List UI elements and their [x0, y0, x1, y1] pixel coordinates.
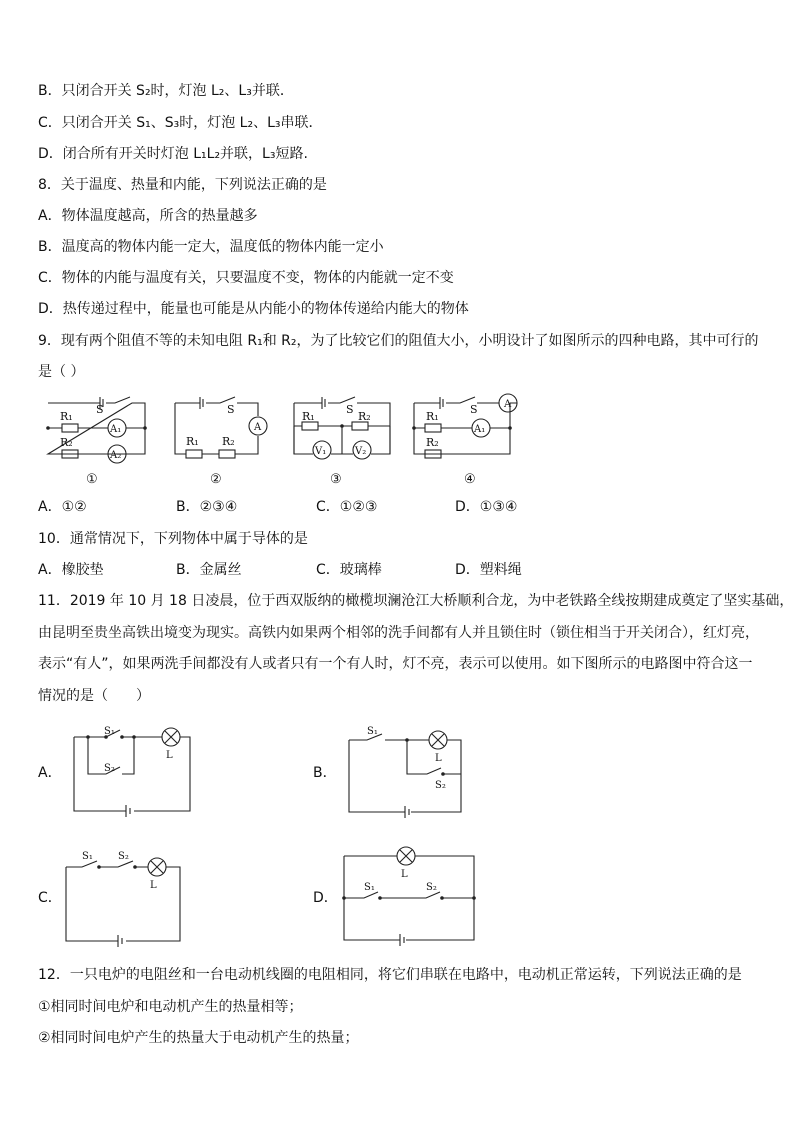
- q9-fig1-r1-label: R₁: [60, 410, 73, 423]
- q9-fig4-a-label: A: [504, 399, 512, 410]
- q7-option-b: B．只闭合开关 S₂时，灯泡 L₂、L₃并联．: [38, 83, 294, 99]
- q11-stem-line2: 由昆明至贵坐高铁出境变为现实。高铁内如果两个相邻的洗手间都有人并且锁住时（锁住相当于开关闭合），红灯亮，: [38, 625, 759, 641]
- q11-stem-line3: 表示“有人”，如果两洗手间都没有人或者只有一个有人时，灯不亮，表示可以使用。如下图所示的电路图中符合这一: [38, 656, 753, 672]
- q11c-s1-label: S₁: [82, 851, 93, 862]
- q12-stem: 12．一只电炉的电阻丝和一台电动机线圈的电阻相同，将它们串联在电路中，电动机正常运转，下列说法正确的是: [38, 967, 742, 983]
- q9-fig1-r2-label: R₂: [60, 436, 73, 449]
- q11c-l-label: L: [150, 880, 157, 891]
- q11b-l-label: L: [435, 753, 442, 764]
- q11d-s1-label: S₁: [364, 882, 375, 893]
- q9-stem-line2: 是（ ）: [38, 364, 85, 380]
- q10-option-a: A．橡胶垫: [38, 562, 104, 578]
- q11b-s1-label: S₁: [367, 726, 378, 737]
- q9-option-a: A．①②: [38, 499, 87, 515]
- q11-stem-line4: 情况的是（ ）: [38, 688, 150, 704]
- q9-fig1-number: ①: [86, 472, 98, 487]
- q12-statement-1: ①相同时间电炉和电动机产生的热量相等；: [38, 999, 303, 1015]
- q8-option-d: D．热传递过程中，能量也可能是从内能小的物体传递给内能大的物体: [38, 301, 469, 317]
- q9-fig4-a1-label: A₁: [474, 424, 486, 435]
- q11c-s2-label: S₂: [118, 851, 129, 862]
- q10-stem: 10．通常情况下，下列物体中属于导体的是: [38, 531, 308, 547]
- q9-fig3-v1-label: V₁: [315, 446, 327, 457]
- q9-stem-line1: 9．现有两个阻值不等的未知电阻 R₁和 R₂，为了比较它们的阻值大小，小明设计了如图所示的四种电路，其中可行的: [38, 333, 759, 349]
- q7-option-d: D．闭合所有开关时灯泡 L₁L₂并联，L₃短路.: [38, 146, 308, 162]
- q11b-s2-label: S₂: [435, 780, 446, 791]
- q9-fig3-r2-label: R₂: [358, 410, 371, 423]
- q8-option-c: C．物体的内能与温度有关，只要温度不变，物体的内能就一定不变: [38, 270, 454, 286]
- q9-circuit-diagrams: [40, 390, 540, 490]
- q9-fig2-a-label: A: [254, 422, 262, 433]
- q12-statement-2: ②相同时间电炉产生的热量大于电动机产生的热量；: [38, 1030, 359, 1046]
- q11-circuit-b: [345, 722, 475, 827]
- q11a-s1-label: S₁: [104, 726, 115, 737]
- q11-circuit-a: [70, 725, 200, 820]
- q9-circuit-1: [46, 397, 147, 487]
- q9-fig4-number: ④: [464, 472, 476, 487]
- q11-option-c-label: C．: [38, 890, 62, 906]
- q9-fig4-r1-label: R₁: [426, 410, 439, 423]
- q11a-l-label: L: [166, 750, 173, 761]
- q11-option-a-label: A．: [38, 765, 62, 781]
- q11-circuit-d: [340, 842, 480, 947]
- q9-circuit-4: [412, 394, 517, 487]
- q10-option-b: B．金属丝: [176, 562, 242, 578]
- q9-fig1-s-label: S: [96, 403, 104, 416]
- q9-option-b: B．②③④: [176, 499, 238, 515]
- q9-fig3-r1-label: R₁: [302, 410, 315, 423]
- q9-fig2-number: ②: [210, 472, 222, 487]
- q11d-l-label: L: [401, 869, 408, 880]
- q9-fig2-r1-label: R₁: [186, 435, 199, 448]
- q7-option-c: C．只闭合开关 S₁、S₃时，灯泡 L₂、L₃串联．: [38, 115, 323, 131]
- q9-fig3-number: ③: [330, 472, 342, 487]
- q9-fig4-r2-label: R₂: [426, 436, 439, 449]
- q9-circuit-3: [294, 397, 390, 487]
- q9-option-c: C．①②③: [316, 499, 378, 515]
- q8-option-b: B．温度高的物体内能一定大，温度低的物体内能一定小: [38, 239, 384, 255]
- q11-stem-line1: 11．2019 年 10 月 18 日凌晨，位于西双版纳的橄榄坝澜沧江大桥顺利合龙，为中老铁路全线按期建成奠定了坚实基础，: [38, 593, 794, 609]
- q10-option-d: D．塑料绳: [455, 562, 522, 578]
- q9-option-d: D．①③④: [455, 499, 518, 515]
- q11-circuit-c: [62, 845, 192, 950]
- q8-option-a: A．物体温度越高，所含的热量越多: [38, 208, 258, 224]
- q9-circuit-2: [175, 397, 267, 487]
- q9-fig4-s-label: S: [470, 403, 478, 416]
- q11-option-b-label: B．: [313, 765, 337, 781]
- q9-fig1-a2-label: A₂: [110, 450, 122, 461]
- q11-option-d-label: D．: [313, 890, 338, 906]
- q9-fig2-s-label: S: [227, 403, 235, 416]
- q11d-s2-label: S₂: [426, 882, 437, 893]
- q11a-s2-label: S₂: [104, 763, 115, 774]
- q9-fig3-v2-label: V₂: [355, 446, 367, 457]
- q8-stem: 8．关于温度、热量和内能，下列说法正确的是: [38, 177, 327, 193]
- q9-fig3-s-label: S: [346, 403, 354, 416]
- q10-option-c: C．玻璃棒: [316, 562, 382, 578]
- q9-fig2-r2-label: R₂: [222, 435, 235, 448]
- q9-fig1-a1-label: A₁: [110, 424, 122, 435]
